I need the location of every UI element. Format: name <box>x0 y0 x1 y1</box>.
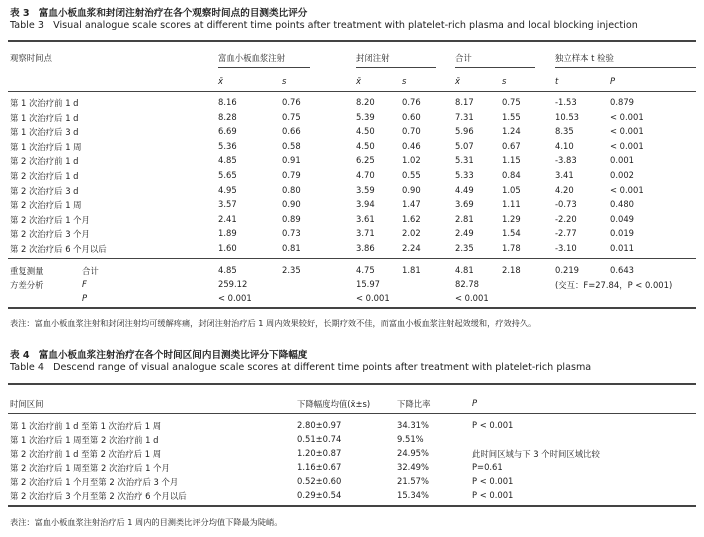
t3-cell: 2.35 <box>455 243 474 253</box>
anova-total-cell: 1.81 <box>402 265 421 275</box>
t3-cell: 5.33 <box>455 170 474 180</box>
t3-cell: 1.89 <box>218 228 237 239</box>
anova-total-cell: 4.75 <box>356 265 375 275</box>
t3-cell: 3.71 <box>356 228 375 239</box>
t3-cell: 0.70 <box>402 126 421 137</box>
t3-cell: 0.60 <box>402 111 421 122</box>
t3-cell: 5.07 <box>455 140 474 151</box>
t4-header-mean: 下降幅度均值(x̄±s) <box>297 399 371 409</box>
t4-header-interval: 时间区间 <box>10 399 44 409</box>
t3-subheader-cell: x̄ <box>218 76 223 86</box>
t3-cell: 1.02 <box>402 155 421 166</box>
t3-cell: 1.78 <box>502 243 521 253</box>
t4-cell: 24.95% <box>397 448 429 458</box>
anova-p-cell: < 0.001 <box>356 293 390 303</box>
t3-cell: 8.16 <box>218 97 237 107</box>
t3-cell: 0.019 <box>610 228 634 239</box>
t4-header-ratio: 下降比率 <box>397 399 431 409</box>
t3-cell: 0.81 <box>282 243 301 253</box>
t3-row-label: 第 1 次治疗后 3 d <box>10 127 79 138</box>
t3-cell: 0.91 <box>282 155 301 166</box>
t3-cell: 0.480 <box>610 199 634 210</box>
t3-cell: 4.95 <box>218 184 237 195</box>
t4-cell: 此时间区域与下 3 个时间区域比较 <box>472 449 600 459</box>
t3-subheader-cell: x̄ <box>356 76 361 86</box>
t3-cell: 6.25 <box>356 155 375 166</box>
t3-mid-rule <box>8 258 696 259</box>
t3-cell: 0.879 <box>610 97 634 107</box>
t3-cell: 4.49 <box>455 184 474 195</box>
anova-total-cell: 合计 <box>82 266 99 276</box>
t3-cell: 0.75 <box>502 97 521 107</box>
t3-cell: 4.85 <box>218 155 237 166</box>
t3-cell: 0.89 <box>282 213 301 224</box>
t3-cell: 0.79 <box>282 170 301 180</box>
t3-cell: 0.76 <box>402 97 421 107</box>
t3-cell: 1.05 <box>502 184 521 195</box>
t3-row-label: 第 2 次治疗后 3 d <box>10 185 79 196</box>
anova-f-cell: (交互：F=27.84，P < 0.001) <box>555 280 673 290</box>
t4-caption-cn: 表 4 富血小板血浆注射治疗在各个时间区间内目测类比评分下降幅度 <box>10 350 308 361</box>
anova-p-cell: < 0.001 <box>218 293 252 303</box>
t3-cell: 8.20 <box>356 97 375 107</box>
t3-subheader-cell: P <box>610 76 616 86</box>
t3-row-label: 第 2 次治疗后 1 个月 <box>10 214 90 225</box>
anova-f-cell: F <box>82 279 87 289</box>
t3-cell: -2.20 <box>555 213 577 224</box>
t3-cell: 8.35 <box>555 126 574 137</box>
t3-cell: < 0.001 <box>610 126 644 137</box>
t3-cell: -0.73 <box>555 199 577 210</box>
t3-cell: 0.049 <box>610 213 634 224</box>
t3-cell: 0.90 <box>282 199 301 210</box>
t3-caption-en: Table 3 Visual analogue scale scores at different time points after treatment with platelet-rich plasma and local blocking injection <box>10 20 638 31</box>
t3-cell: -3.10 <box>555 243 577 253</box>
t3-subheader-cell: x̄ <box>455 76 460 86</box>
t3-cell: 4.20 <box>555 184 574 195</box>
t3-cell: 5.65 <box>218 170 237 180</box>
t4-cell: 21.57% <box>397 476 429 486</box>
t3-span-rule-block <box>356 67 436 68</box>
anova-total-cell: 0.219 <box>555 265 579 275</box>
t4-cell: P=0.61 <box>472 462 503 472</box>
t3-note: 表注：富血小板血浆注射和封闭注射均可缓解疼痛，封闭注射治疗后 1 周内效果较好，长期疗效不佳，而富血小板血浆注射起效缓和，疗效持久。 <box>10 318 537 328</box>
t4-header-p: P <box>472 398 478 408</box>
t3-cell: -1.53 <box>555 97 577 107</box>
t3-row-label: 第 2 次治疗前 1 d <box>10 156 79 167</box>
t3-cell: 0.76 <box>282 97 301 107</box>
t3-header-col0: 观察时间点 <box>10 53 52 63</box>
t3-cell: 3.61 <box>356 213 375 224</box>
t3-cell: 2.24 <box>402 243 421 253</box>
t3-header-ttest: 独立样本 t 检验 <box>555 53 614 63</box>
t3-cell: 5.39 <box>356 111 375 122</box>
t3-subheader-cell: s <box>282 76 287 86</box>
t3-cell: 3.59 <box>356 184 375 195</box>
anova-total-cell: 0.643 <box>610 265 634 275</box>
t3-cell: < 0.001 <box>610 111 644 122</box>
t3-cell: 4.50 <box>356 140 375 151</box>
t3-cell: 6.69 <box>218 126 237 137</box>
anova-label-1: 重复测量 <box>10 266 44 276</box>
anova-f-cell: 15.97 <box>356 279 380 289</box>
t3-cell: 2.81 <box>455 213 474 224</box>
t3-subheader-cell: s <box>502 76 507 86</box>
t3-cell: 3.41 <box>555 170 574 180</box>
t3-cell: 5.31 <box>455 155 474 166</box>
t3-cell: 1.29 <box>502 213 521 224</box>
t4-cell: 32.49% <box>397 462 429 472</box>
t4-cell: P < 0.001 <box>472 490 514 500</box>
t3-cell: 0.002 <box>610 170 634 180</box>
t3-span-rule-total <box>455 67 535 68</box>
t3-header-block: 封闭注射 <box>356 53 390 63</box>
t4-header-rule <box>8 413 696 414</box>
t3-cell: 0.55 <box>402 170 421 180</box>
t3-cell: 4.50 <box>356 126 375 137</box>
t3-cell: 10.53 <box>555 111 579 122</box>
anova-f-cell: 82.78 <box>455 279 479 289</box>
t3-cell: < 0.001 <box>610 184 644 195</box>
t3-row-label: 第 1 次治疗前 1 d <box>10 98 79 108</box>
t3-cell: 0.80 <box>282 184 301 195</box>
t3-cell: 0.001 <box>610 155 634 166</box>
t4-bottom-rule <box>8 505 696 507</box>
t3-cell: 1.24 <box>502 126 521 137</box>
t4-cell: 0.51±0.74 <box>297 434 342 444</box>
t4-cell: 2.80±0.97 <box>297 420 342 430</box>
anova-p-cell: < 0.001 <box>455 293 489 303</box>
t3-cell: 4.70 <box>356 170 375 180</box>
t3-cell: 1.11 <box>502 199 521 210</box>
anova-total-cell: 4.81 <box>455 265 474 275</box>
t3-cell: 2.49 <box>455 228 474 239</box>
t3-cell: 0.66 <box>282 126 301 137</box>
t3-header-rule <box>8 91 696 92</box>
t3-header-prp: 富血小板血浆注射 <box>218 53 285 63</box>
anova-total-cell: 2.18 <box>502 265 521 275</box>
t4-top-rule <box>8 383 696 385</box>
t3-cell: 3.94 <box>356 199 375 210</box>
t3-cell: 7.31 <box>455 111 474 122</box>
t3-row-label: 第 2 次治疗后 1 周 <box>10 200 82 211</box>
t4-row-label: 第 2 次治疗前 1 d 至第 2 次治疗后 1 周 <box>10 449 162 459</box>
t3-cell: 5.36 <box>218 140 237 151</box>
t3-row-label: 第 1 次治疗后 1 d <box>10 112 79 123</box>
t3-cell: 0.58 <box>282 140 301 151</box>
t3-cell: 0.90 <box>402 184 421 195</box>
t4-row-label: 第 2 次治疗后 3 个月至第 2 次治疗 6 个月以后 <box>10 491 187 501</box>
t3-cell: 8.17 <box>455 97 474 107</box>
t4-row-label: 第 1 次治疗前 1 d 至第 1 次治疗后 1 周 <box>10 421 162 431</box>
t4-cell: 9.51% <box>397 434 424 444</box>
t4-cell: 0.29±0.54 <box>297 490 342 500</box>
t3-row-label: 第 2 次治疗后 3 个月 <box>10 229 90 240</box>
t3-cell: 3.86 <box>356 243 375 253</box>
anova-label-2: 方差分析 <box>10 280 44 290</box>
t3-top-rule <box>8 40 696 42</box>
t3-cell: 3.69 <box>455 199 474 210</box>
t4-cell: P < 0.001 <box>472 420 514 430</box>
t3-cell: -3.83 <box>555 155 577 166</box>
t4-cell: 1.16±0.67 <box>297 462 342 472</box>
t3-row-label: 第 2 次治疗后 1 d <box>10 171 79 181</box>
t3-cell: 8.28 <box>218 111 237 122</box>
t3-cell: 1.60 <box>218 243 237 253</box>
anova-p-cell: P <box>82 293 88 303</box>
t3-subheader-cell: s <box>402 76 407 86</box>
t4-cell: P < 0.001 <box>472 476 514 486</box>
t3-cell: 0.84 <box>502 170 521 180</box>
t3-cell: -2.77 <box>555 228 577 239</box>
t3-cell: 1.62 <box>402 213 421 224</box>
t4-note: 表注：富血小板血浆注射治疗后 1 周内的目测类比评分均值下降最为陡峭。 <box>10 517 283 527</box>
t3-caption-cn: 表 3 富血小板血浆和封闭注射治疗在各个观察时间点的目测类比评分 <box>10 8 308 19</box>
t3-row-label: 第 1 次治疗后 1 周 <box>10 141 82 152</box>
t3-cell: 4.10 <box>555 140 574 151</box>
t3-cell: 5.96 <box>455 126 474 137</box>
t3-cell: 0.46 <box>402 140 421 151</box>
t3-cell: 1.54 <box>502 228 521 239</box>
anova-total-cell: 4.85 <box>218 265 237 275</box>
t3-cell: 1.47 <box>402 199 421 210</box>
t4-cell: 34.31% <box>397 420 429 430</box>
t3-cell: 1.15 <box>502 155 521 166</box>
t4-cell: 0.52±0.60 <box>297 476 342 486</box>
t4-cell: 1.20±0.87 <box>297 448 342 458</box>
t3-cell: 2.02 <box>402 228 421 239</box>
t3-cell: 1.55 <box>502 111 521 122</box>
t4-row-label: 第 1 次治疗后 1 周至第 2 次治疗前 1 d <box>10 435 159 445</box>
anova-f-cell: 259.12 <box>218 279 248 289</box>
t4-caption-en: Table 4 Descend range of visual analogue scale scores at different time points after treatment with platelet-rich plasma <box>10 362 592 373</box>
t3-span-rule-ttest <box>555 67 696 68</box>
t3-cell: 0.67 <box>502 140 521 151</box>
t3-header-total: 合计 <box>455 53 472 63</box>
t3-span-rule-prp <box>218 67 310 68</box>
anova-total-cell: 2.35 <box>282 265 301 275</box>
t3-cell: 0.011 <box>610 243 634 253</box>
t3-cell: < 0.001 <box>610 140 644 151</box>
t4-row-label: 第 2 次治疗后 1 周至第 2 次治疗后 1 个月 <box>10 463 170 473</box>
t3-subheader-cell: t <box>555 76 559 86</box>
t3-bottom-rule <box>8 307 696 309</box>
t3-cell: 3.57 <box>218 199 237 210</box>
t3-cell: 0.73 <box>282 228 301 239</box>
t3-cell: 2.41 <box>218 213 237 224</box>
t3-cell: 0.75 <box>282 111 301 122</box>
t4-row-label: 第 2 次治疗后 1 个月至第 2 次治疗后 3 个月 <box>10 477 179 487</box>
t3-row-label: 第 2 次治疗后 6 个月以后 <box>10 244 107 254</box>
t4-cell: 15.34% <box>397 490 429 500</box>
